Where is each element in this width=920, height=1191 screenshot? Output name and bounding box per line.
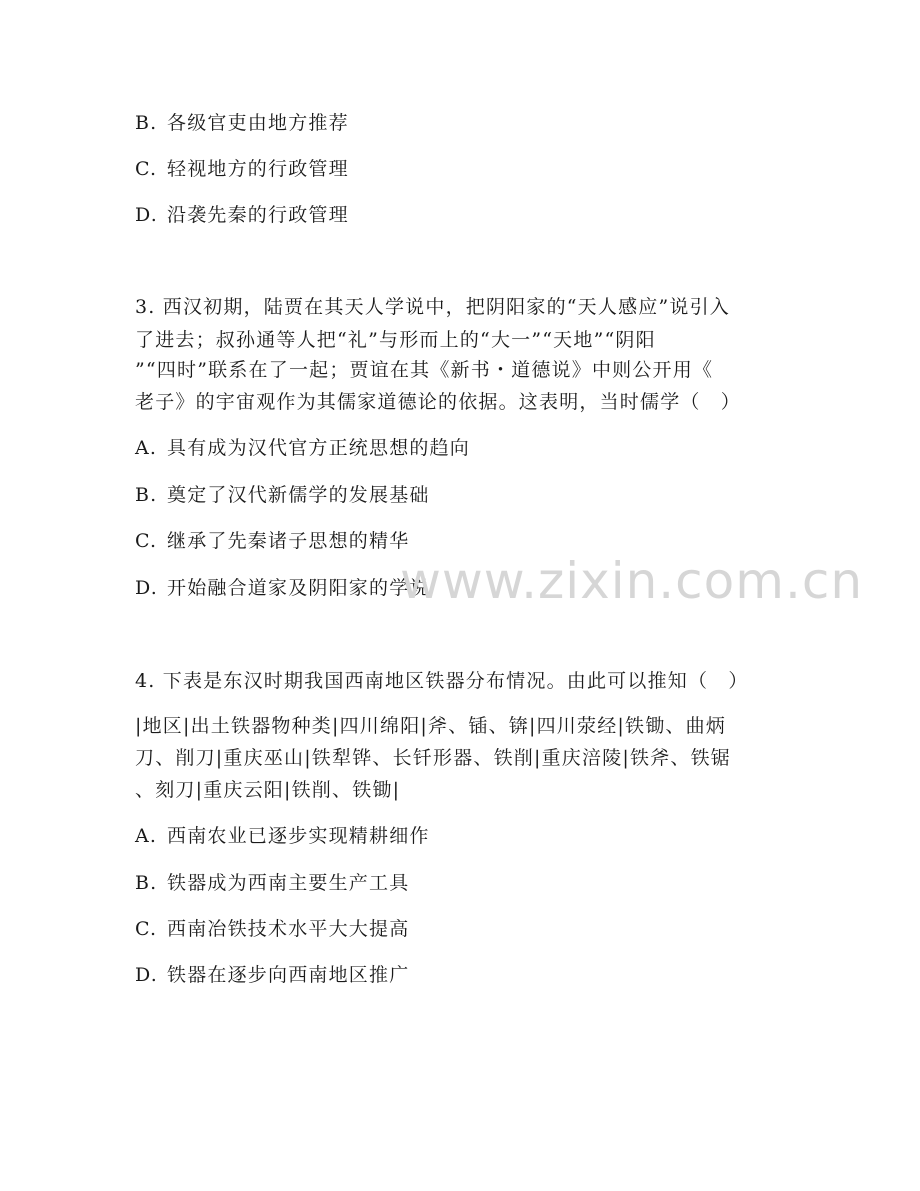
q3-stem-line: 3. 西汉初期，陆贾在其天人学说中，把阴阳家的“天人感应”说引入 [135, 296, 730, 318]
option-text: 沿袭先秦的行政管理 [167, 204, 349, 226]
option-letter: C. [135, 158, 158, 180]
option-letter: A. [135, 825, 158, 847]
option-text: 铁器成为西南主要生产工具 [167, 872, 410, 894]
option-text: 具有成为汉代官方正统思想的趋向 [167, 437, 471, 459]
q3-option-c [135, 529, 409, 553]
watermark: www.zixin.com.cn [400, 552, 864, 610]
option-text: 继承了先秦诸子思想的精华 [167, 530, 410, 552]
option-text: 各级官吏由地方推荐 [167, 112, 349, 134]
q2-option-c [135, 157, 349, 181]
option-letter: B. [135, 112, 158, 134]
option-letter: D. [135, 964, 158, 986]
q3-stem-line: 老子》的宇宙观作为其儒家道德论的依据。这表明，当时儒学（ ） [135, 391, 742, 413]
q4-table-line: 刀、削刀|重庆巫山|铁犁铧、长钎形器、铁削|重庆涪陵|铁斧、铁锯 [135, 747, 732, 769]
option-letter: D. [135, 577, 158, 599]
option-text: 铁器在逐步向西南地区推广 [167, 964, 410, 986]
option-text: 西南冶铁技术水平大大提高 [167, 918, 410, 940]
option-text: 西南农业已逐步实现精耕细作 [167, 825, 430, 847]
q2-option-d [135, 203, 349, 227]
q4-option-a [135, 824, 430, 848]
option-letter: C. [135, 530, 158, 552]
option-letter: D. [135, 204, 158, 226]
option-text: 轻视地方的行政管理 [167, 158, 349, 180]
q3-option-b [135, 483, 430, 507]
option-letter: B. [135, 872, 158, 894]
q4-stem-line: 4. 下表是东汉时期我国西南地区铁器分布情况。由此可以推知（ ） [135, 670, 749, 692]
q4-option-c [135, 917, 409, 941]
q4-option-d [135, 963, 409, 987]
option-letter: C. [135, 918, 158, 940]
option-letter: A. [135, 437, 158, 459]
q3-option-a [135, 436, 470, 460]
q2-option-b [135, 111, 349, 135]
q4-table-line: 、刻刀|重庆云阳|铁削、铁锄| [135, 779, 401, 801]
option-letter: B. [135, 484, 158, 506]
q3-stem-line: ”“四时”联系在了一起；贾谊在其《新书・道德说》中则公开用《 [135, 359, 714, 381]
option-text: 奠定了汉代新儒学的发展基础 [167, 484, 430, 506]
q4-table-line: |地区|出土铁器物种类|四川绵阳|斧、锸、锛|四川荥经|铁锄、曲炳 [135, 715, 727, 737]
q3-stem-line: 了进去；叔孙通等人把“礼”与形而上的“大一”“天地”“阴阳 [135, 329, 656, 351]
option-text: 开始融合道家及阴阳家的学说 [167, 577, 430, 599]
q3-option-d [135, 576, 430, 600]
q4-option-b [135, 871, 409, 895]
